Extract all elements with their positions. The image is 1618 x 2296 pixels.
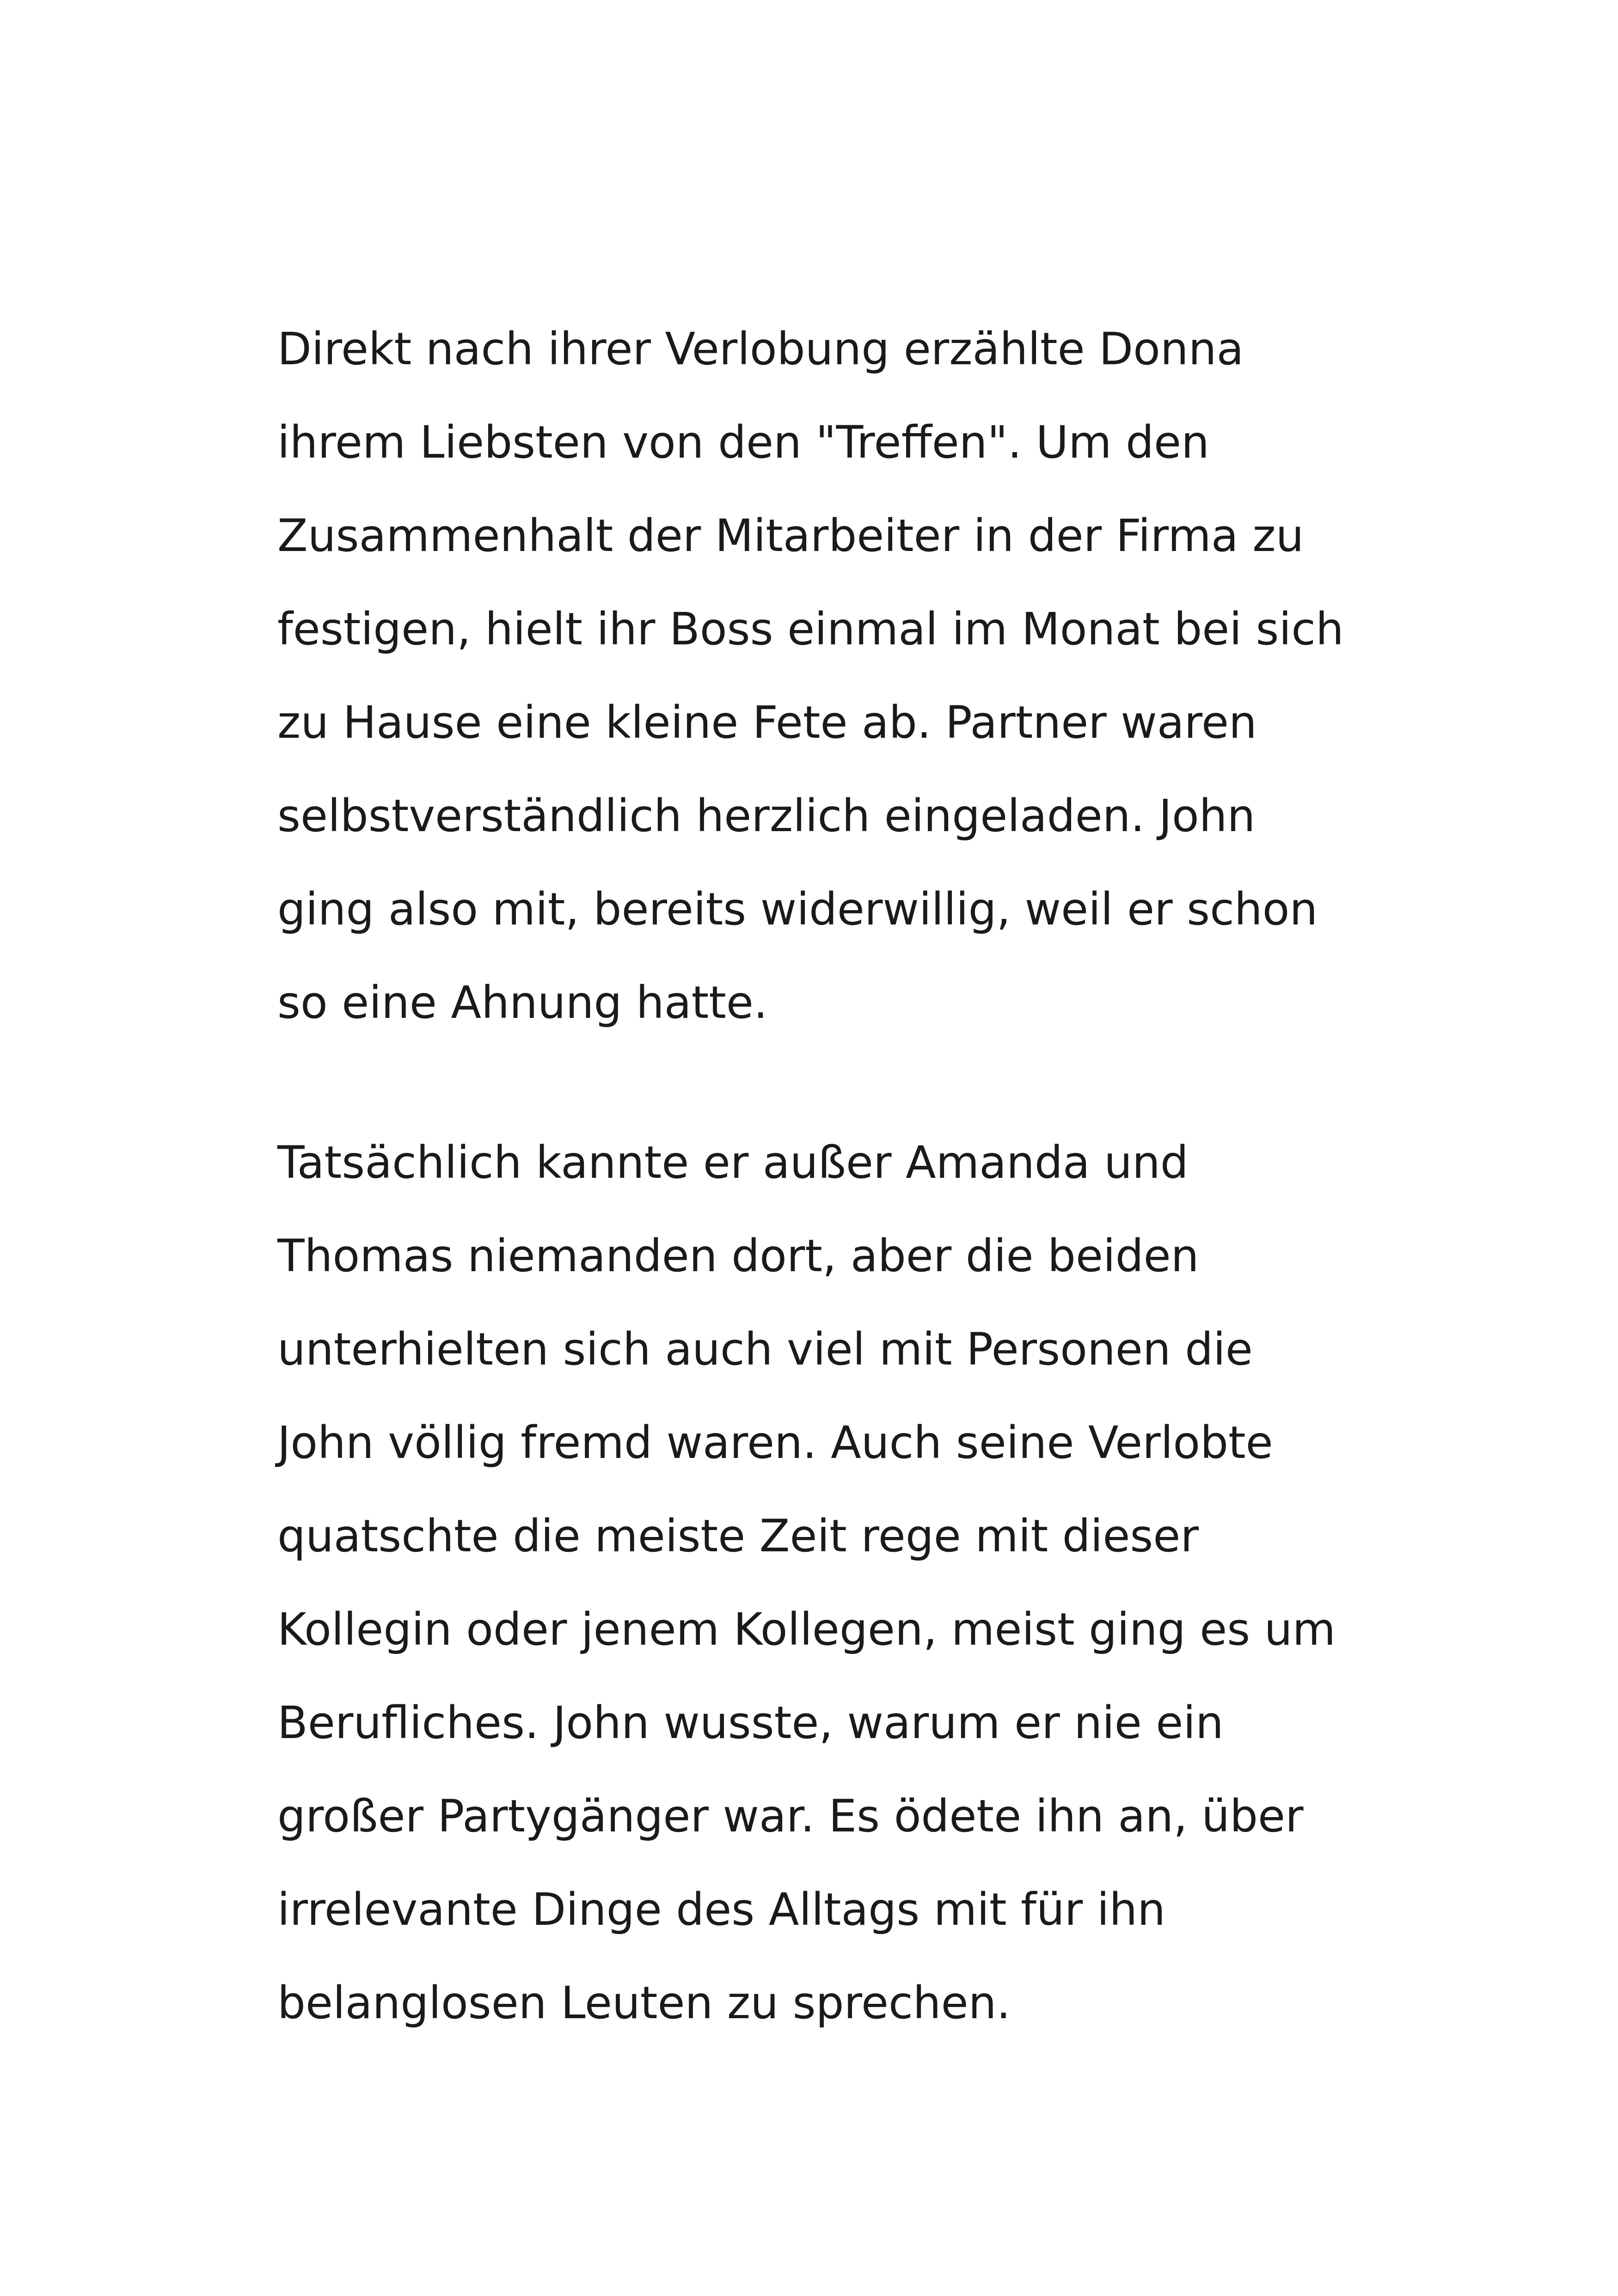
paragraph-line: Berufliches. John wusste, warum er nie ein — [277, 1697, 1224, 1749]
paragraph-line: festigen, hielt ihr Boss einmal im Monat bei sich — [277, 603, 1344, 655]
paragraph-line: Zusammenhalt der Mitarbeiter in der Firma zu — [277, 510, 1304, 562]
paragraph-line: Direkt nach ihrer Verlobung erzählte Donna — [277, 323, 1244, 375]
paragraph-line: ihrem Liebsten von den "Treffen". Um den — [277, 416, 1209, 468]
paragraph-line: Thomas niemanden dort, aber die beiden — [277, 1230, 1199, 1282]
paragraph-2 — [277, 1116, 1410, 2050]
paragraph-line: zu Hause eine kleine Fete ab. Partner waren — [277, 697, 1257, 748]
paragraph-line: John völlig fremd waren. Auch seine Verlobte — [277, 1417, 1273, 1469]
paragraph-line: ging also mit, bereits widerwillig, weil er schon — [277, 883, 1318, 935]
paragraph-line: Kollegin oder jenem Kollegen, meist ging es um — [277, 1604, 1336, 1655]
paragraph-line: großer Partygänger war. Es ödete ihn an, über — [277, 1790, 1304, 1842]
paragraph-line: unterhielten sich auch viel mit Personen die — [277, 1323, 1253, 1375]
paragraph-line: belanglosen Leuten zu sprechen. — [277, 1977, 1011, 2029]
paragraph-line: Tatsächlich kannte er außer Amanda und — [277, 1137, 1189, 1188]
paragraph-line: irrelevante Dinge des Alltags mit für ihn — [277, 1884, 1166, 1935]
paragraph-line: selbstverständlich herzlich eingeladen. John — [277, 790, 1256, 842]
paragraph-line: quatschte die meiste Zeit rege mit dieser — [277, 1510, 1199, 1562]
paragraph-line: so eine Ahnung hatte. — [277, 977, 768, 1029]
paragraph-1 — [277, 302, 1410, 1049]
